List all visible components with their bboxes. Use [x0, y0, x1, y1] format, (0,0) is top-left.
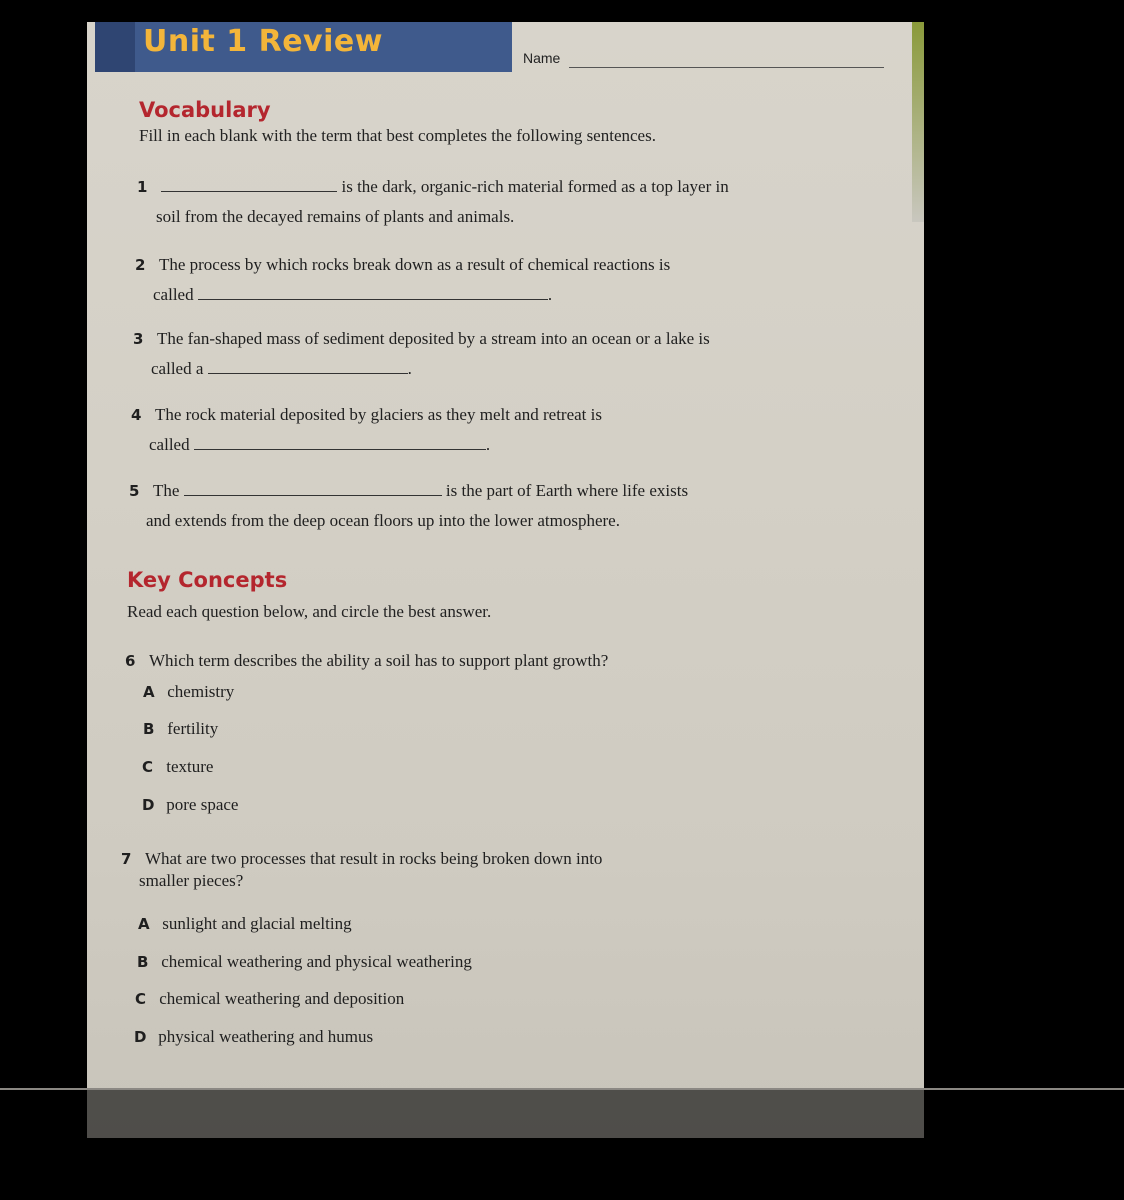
question-text: . [547, 285, 553, 304]
vocab-question-4 [131, 400, 602, 430]
question-text: called [149, 435, 190, 454]
question-number: 4 [131, 406, 142, 424]
worksheet-page [87, 22, 924, 1138]
answer-option-6b[interactable]: B fertility [143, 719, 219, 738]
question-text: called a [151, 359, 204, 378]
vocab-question-5 [129, 476, 688, 506]
question-number: 3 [133, 330, 144, 348]
question-text: The fan-shaped mass of sediment deposited by a stream into an ocean or a lake is [156, 329, 710, 348]
vocab-question-2 [135, 250, 670, 280]
question-number: 1 [137, 178, 148, 196]
question-number: 2 [135, 256, 146, 274]
answer-option-7a[interactable]: A sunlight and glacial melting [138, 914, 352, 933]
vocab-question-3 [133, 324, 710, 354]
question-text: The process by which rocks break down as a result of chemical reactions is [158, 255, 671, 274]
question-text: . [407, 359, 412, 378]
question-text: . [485, 435, 491, 454]
question-text: is the part of Earth where life exists [445, 481, 689, 500]
question-number: 7 [121, 850, 132, 868]
concept-question-7-line2: smaller pieces? [139, 871, 244, 890]
page-title: Unit 1 Review [143, 24, 383, 59]
question-number: 6 [125, 652, 136, 670]
vocab-question-5-line2: and extends from the deep ocean floors up into the lower atmosphere. [146, 511, 620, 530]
question-text: The rock material deposited by glaciers as they melt and retreat is [154, 405, 602, 424]
question-number: 5 [129, 482, 140, 500]
answer-blank-4[interactable] [194, 435, 486, 450]
header-band-accent [95, 22, 135, 72]
vocab-question-4-line2 [149, 430, 490, 460]
key-concepts-instructions: Read each question below, and circle the best answer. [127, 602, 492, 621]
page-bottom-shadow [87, 1088, 924, 1138]
question-text: What are two processes that result in rocks being broken down into [144, 849, 603, 868]
answer-blank-2[interactable] [198, 285, 548, 300]
vocab-question-3-line2 [151, 354, 412, 384]
vocabulary-heading: Vocabulary [139, 98, 271, 122]
vocab-question-1 [137, 172, 729, 202]
vocab-question-1-line2: soil from the decayed remains of plants and animals. [156, 207, 515, 226]
page-edge-decoration [912, 22, 924, 222]
answer-option-7c[interactable]: C chemical weathering and deposition [135, 989, 405, 1008]
answer-option-6c[interactable]: C texture [142, 757, 214, 776]
concept-question-7 [121, 848, 602, 870]
key-concepts-heading: Key Concepts [127, 568, 288, 592]
answer-blank-1[interactable] [161, 177, 337, 192]
answer-blank-3[interactable] [208, 359, 408, 374]
name-field[interactable] [569, 67, 884, 68]
name-label: Name [523, 50, 561, 66]
answer-option-7d[interactable]: D physical weathering and humus [134, 1027, 374, 1046]
vocabulary-instructions: Fill in each blank with the term that best completes the following sentences. [139, 126, 656, 145]
question-text: called [153, 285, 194, 304]
concept-question-6 [125, 646, 608, 676]
question-text: The [152, 481, 180, 500]
answer-blank-5[interactable] [184, 481, 442, 496]
answer-option-6a[interactable]: A chemistry [143, 682, 235, 701]
vocab-question-2-line2 [153, 280, 552, 310]
answer-option-7b[interactable]: B chemical weathering and physical weathering [137, 952, 472, 971]
answer-option-6d[interactable]: D pore space [142, 795, 239, 814]
question-text: is the dark, organic-rich material formed as a top layer in [341, 177, 729, 196]
screen-divider [0, 1088, 1124, 1090]
question-text: Which term describes the ability a soil has to support plant growth? [148, 651, 609, 670]
